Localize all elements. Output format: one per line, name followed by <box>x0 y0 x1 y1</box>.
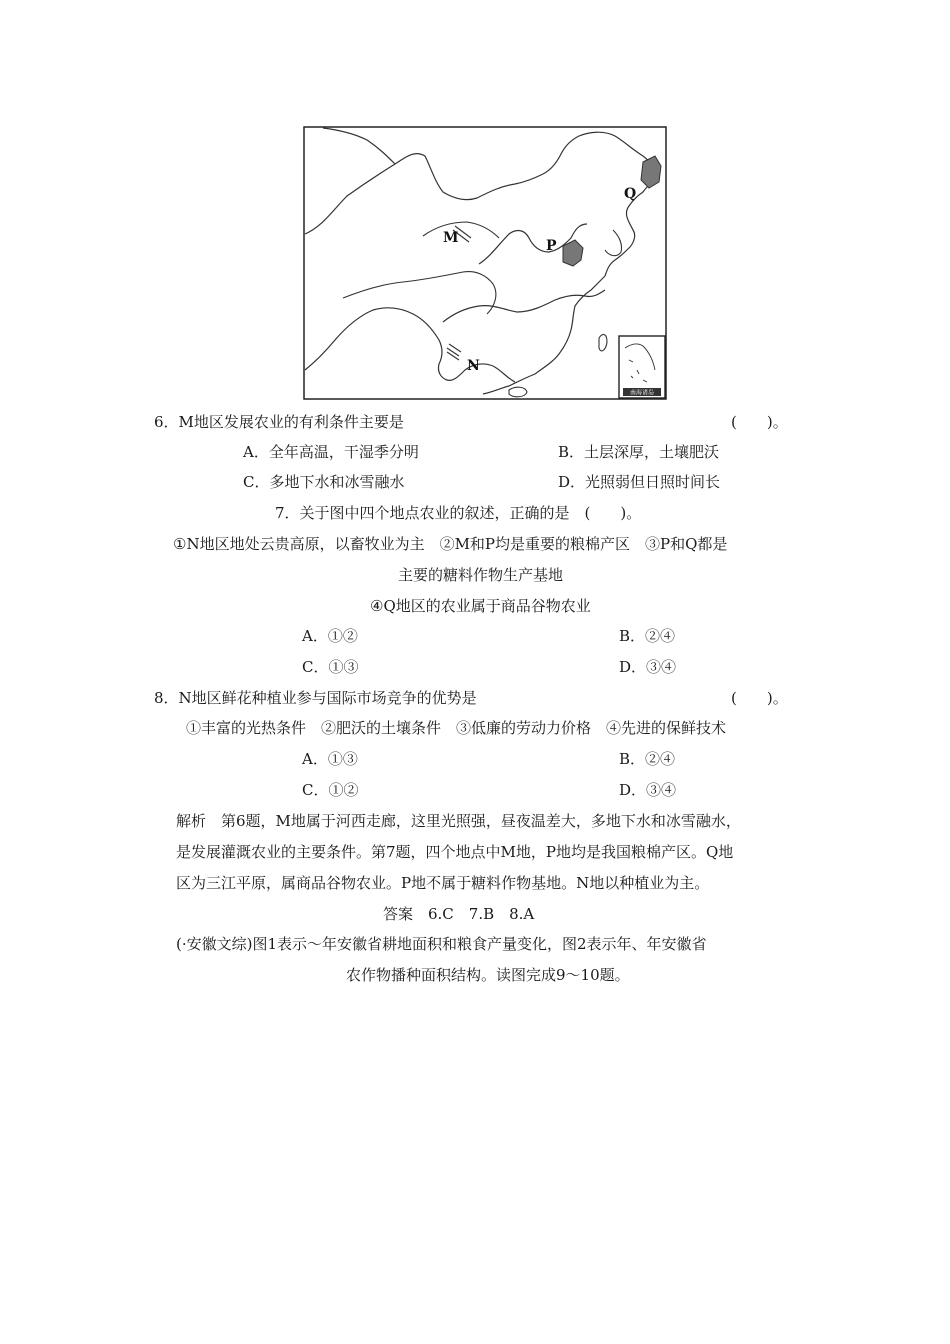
q6-option-b: B．土层深厚，土壤肥沃 <box>558 443 720 461</box>
q8-option-b: B．②④ <box>619 750 676 768</box>
q8-option-a: A．①③ <box>302 750 358 768</box>
map-label-q: Q <box>624 186 637 202</box>
analysis-line3: 区为三江平原，属商品谷物农业。P地不属于糖料作物基地。N地以种植业为主。 <box>176 874 710 892</box>
answer-key: 答案 6.C 7.B 8.A <box>383 905 535 923</box>
map-label-n: N <box>467 358 480 374</box>
q7-option-d: D．③④ <box>619 658 677 676</box>
q6-answer-paren: ( )。 <box>731 413 788 431</box>
q8-stem: 8．N地区鲜花种植业参与国际市场竞争的优势是 <box>154 689 477 707</box>
q7-option-c: C．①③ <box>302 658 359 676</box>
q8-option-c: C．①② <box>302 781 359 799</box>
analysis-line1: 解析 第6题，M地属于河西走廊，这里光照强，昼夜温差大，多地下水和冰雪融水， <box>176 812 741 830</box>
china-map-figure <box>303 126 667 400</box>
q7-option-a: A．①② <box>302 627 358 645</box>
q7-statements-line2: 主要的糖料作物生产基地 <box>398 566 564 584</box>
map-label-p: P <box>546 238 557 254</box>
q6-stem: 6．M地区发展农业的有利条件主要是 <box>154 413 404 431</box>
q6-option-c: C．多地下水和冰雪融水 <box>243 473 405 491</box>
q6-option-a: A．全年高温，干湿季分明 <box>243 443 419 461</box>
analysis-line2: 是发展灌溉农业的主要条件。第7题，四个地点中M地，P地均是我国粮棉产区。Q地 <box>176 843 734 861</box>
q8-statements: ①丰富的光热条件 ②肥沃的土壤条件 ③低廉的劳动力价格 ④先进的保鲜技术 <box>186 719 727 737</box>
q7-option-b: B．②④ <box>619 627 676 645</box>
q8-option-d: D．③④ <box>619 781 677 799</box>
inset-caption: 南海诸岛 <box>629 389 655 397</box>
q7-statements-line3: ④Q地区的农业属于商品谷物农业 <box>370 597 591 615</box>
q7-statements-line1: ①N地区地处云贵高原，以畜牧业为主 ②M和P均是重要的粮棉产区 ③P和Q都是 <box>173 535 728 553</box>
next-intro-line1: (·安徽文综)图1表示～年安徽省耕地面积和粮食产量变化，图2表示年、年安徽省 <box>176 935 707 953</box>
q8-answer-paren: ( )。 <box>731 689 788 707</box>
map-label-m: M <box>443 230 459 246</box>
q7-stem: 7．关于图中四个地点农业的叙述，正确的是 ( )。 <box>275 504 642 522</box>
q6-option-d: D．光照弱但日照时间长 <box>558 473 721 491</box>
next-intro-line2: 农作物播种面积结构。读图完成9～10题。 <box>346 966 630 984</box>
